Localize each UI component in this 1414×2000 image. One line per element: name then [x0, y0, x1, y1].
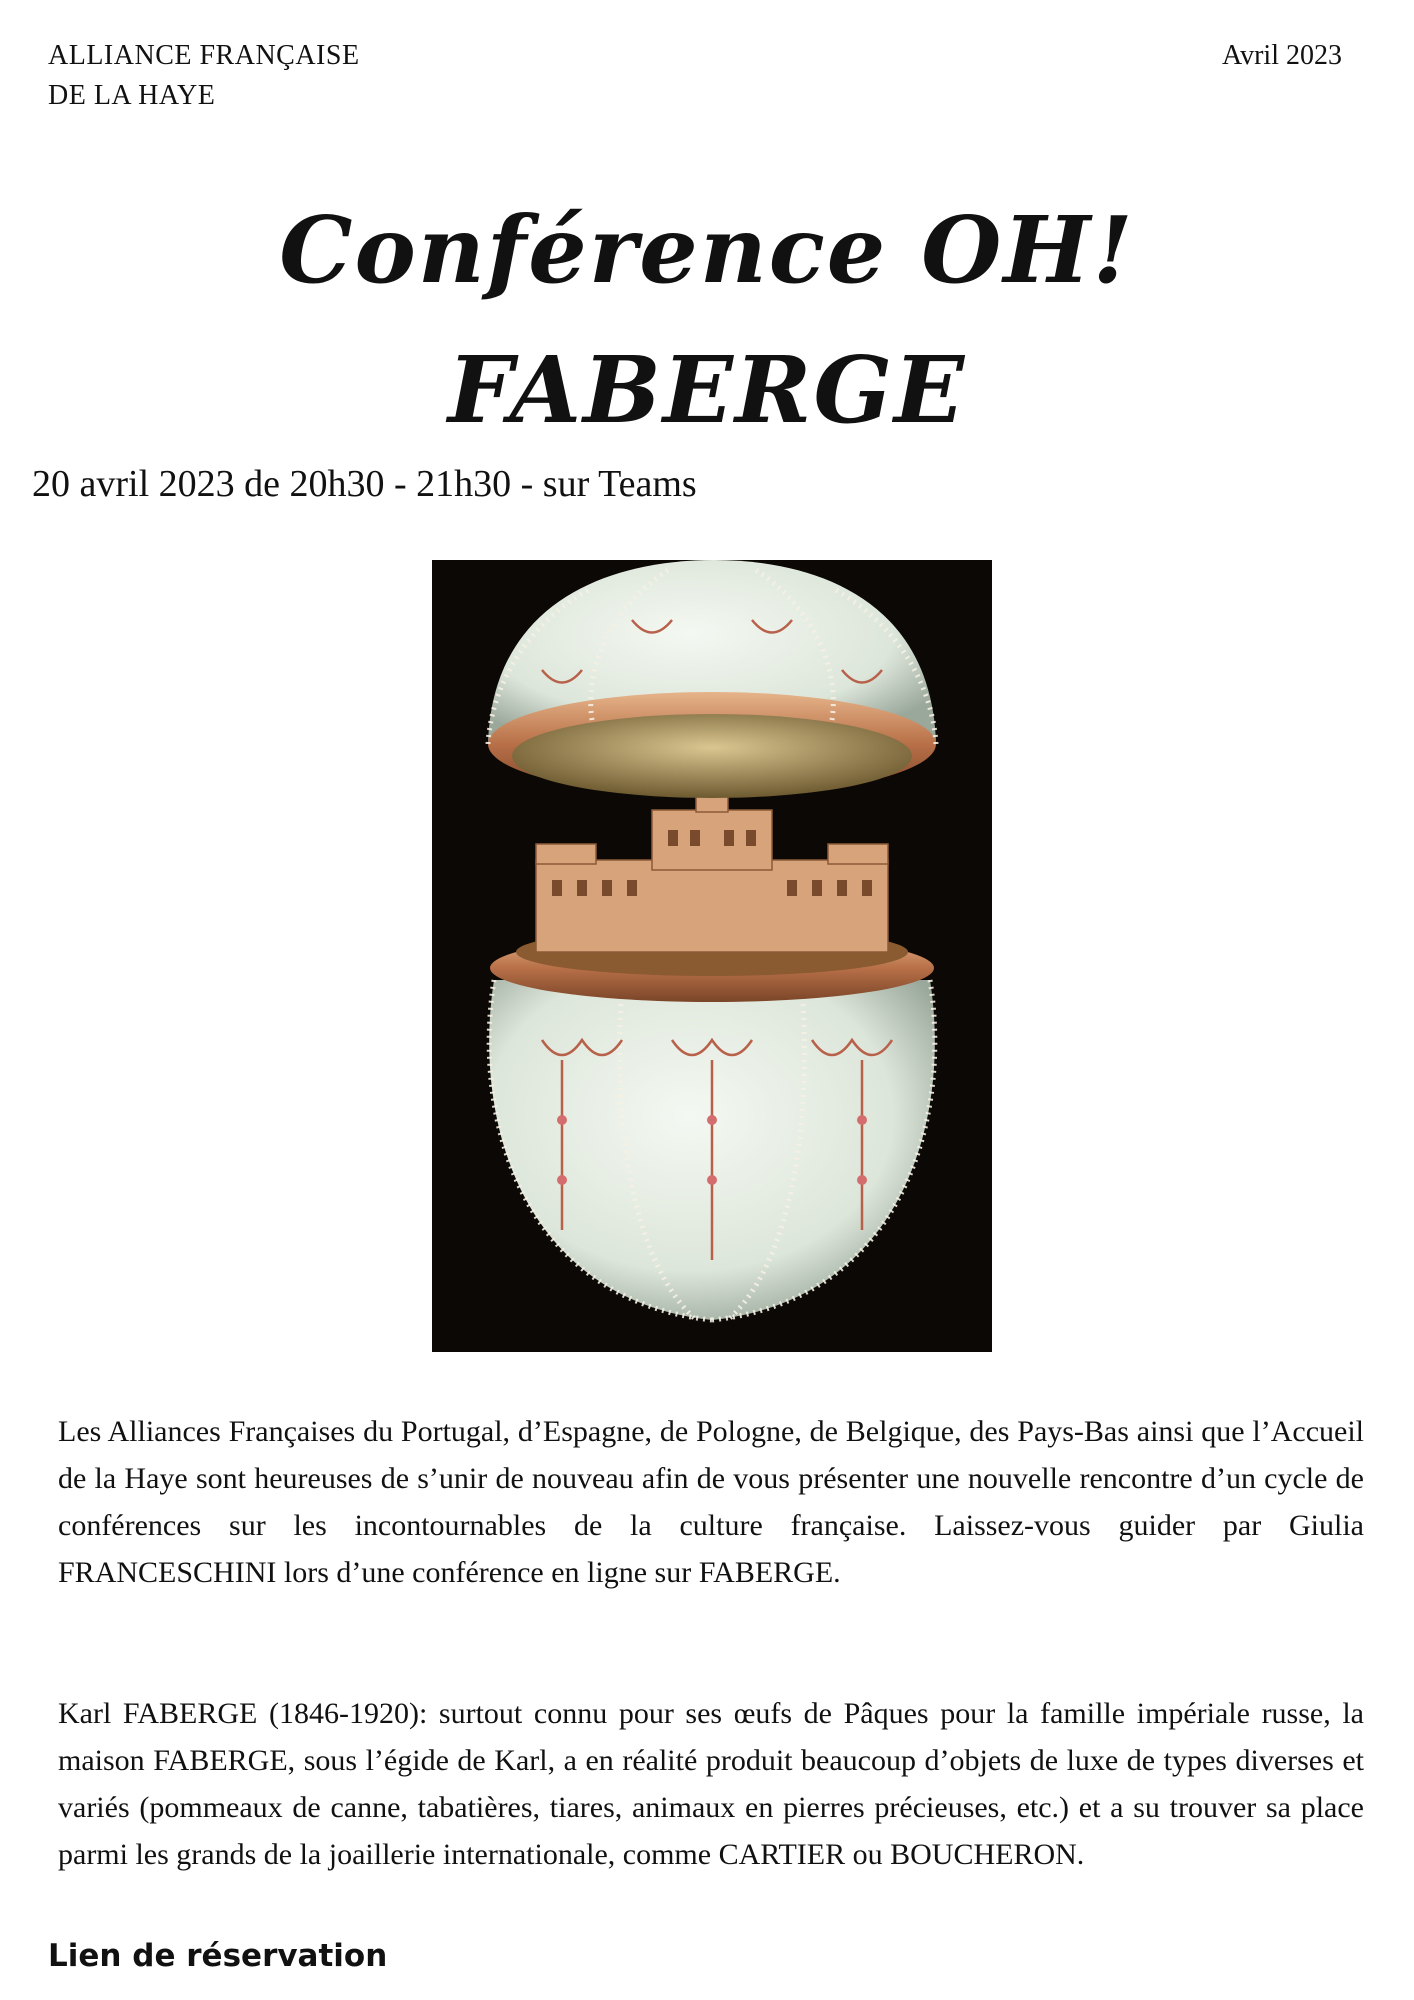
organization-name — [48, 36, 360, 116]
organization-line-2: DE LA HAYE — [48, 80, 216, 111]
intro-paragraph: Les Alliances Françaises du Portugal, d’Espagne, de Pologne, de Belgique, des Pays-Bas ainsi que l’Accueil de la Haye sont heureuses de s’unir de nouveau afin de vous présenter une nouvelle rencontre d’un cycle de conférences sur les incontournables de la culture française. Laissez-vous guider par Giulia FRANCESCHINI lors d’une conférence en ligne sur FABERGE. — [58, 1415, 1364, 1589]
booking-link[interactable]: Lien de réservation — [48, 1938, 388, 1974]
title-line-1: Conférence OH! — [279, 196, 1135, 304]
faberge-egg-photo — [432, 560, 992, 1352]
page-title — [0, 180, 1414, 460]
title-line-2: FABERGE — [447, 336, 967, 444]
issue-date: Avril 2023 — [1221, 40, 1342, 71]
event-details: 20 avril 2023 de 20h30 - 21h30 - sur Teams — [32, 463, 697, 505]
faberge-paragraph: Karl FABERGE (1846-1920): surtout connu pour ses œufs de Pâques pour la famille impériale russe, la maison FABERGE, sous l’égide de Karl, a en réalité produit beaucoup d’objets de luxe de types diverses et variés (pommeaux de canne, tabatières, tiares, animaux en pierres précieuses, etc.) et a su trouver sa place parmi les grands de la joaillerie internationale, comme CARTIER ou BOUCHERON. — [58, 1697, 1364, 1871]
organization-line-1: ALLIANCE FRANÇAISE — [48, 40, 360, 71]
